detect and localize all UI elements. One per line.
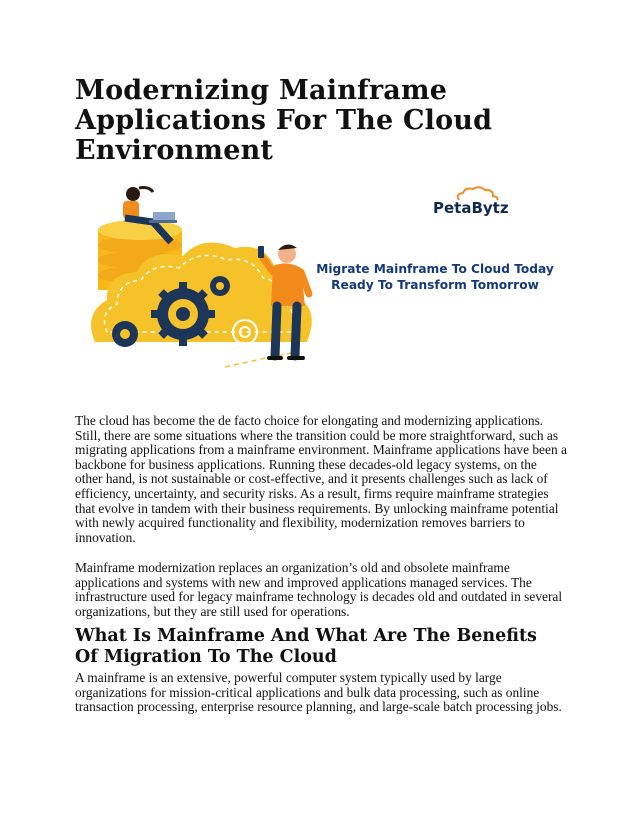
modernization-paragraph: Mainframe modernization replaces an organization’s old and obsolete mainframe applications and systems with new and improved applications managed services. The infrastructure used for legacy mainframe technology is decades old and outdated in several organizations, but they are still used for operations.	[75, 560, 563, 619]
tagline-line-1: Migrate Mainframe To Cloud Today	[316, 262, 554, 276]
banner-tagline	[300, 261, 570, 293]
page-title: Modernizing Mainframe Applications For The Cloud Environment	[75, 75, 493, 166]
tagline-line-2: Ready To Transform Tomorrow	[331, 278, 539, 292]
mainframe-definition-paragraph: A mainframe is an extensive, powerful computer system typically used by large organizations for mission-critical applications and bulk data processing, such as online transaction processing, enterprise resource planning, and large-scale batch processing jobs.	[75, 670, 562, 715]
small-gear-icon	[210, 276, 230, 296]
section-heading: What Is Mainframe And What Are The Benefits Of Migration To The Cloud	[75, 626, 537, 667]
brand-name: PetaBytz	[433, 199, 509, 217]
intro-paragraph: The cloud has become the de facto choice for elongating and modernizing applications. Still, there are some situations where the transition could be more straightforward, such as migrating applications from a mainframe environment. Mainframe applications have been a backbone for business applications. Running these decades-old legacy systems, on the other hand, is not sustainable or cost-effective, and it presents challenges such as lack of efficiency, uncertainty, and security risks. As a result, firms require mainframe strategies that evolve in tandem with their business requirements. By unlocking mainframe potential with newly acquired functionality and flexibility, modernization removes barriers to innovation.	[75, 413, 567, 545]
small-gear-icon	[112, 321, 138, 347]
